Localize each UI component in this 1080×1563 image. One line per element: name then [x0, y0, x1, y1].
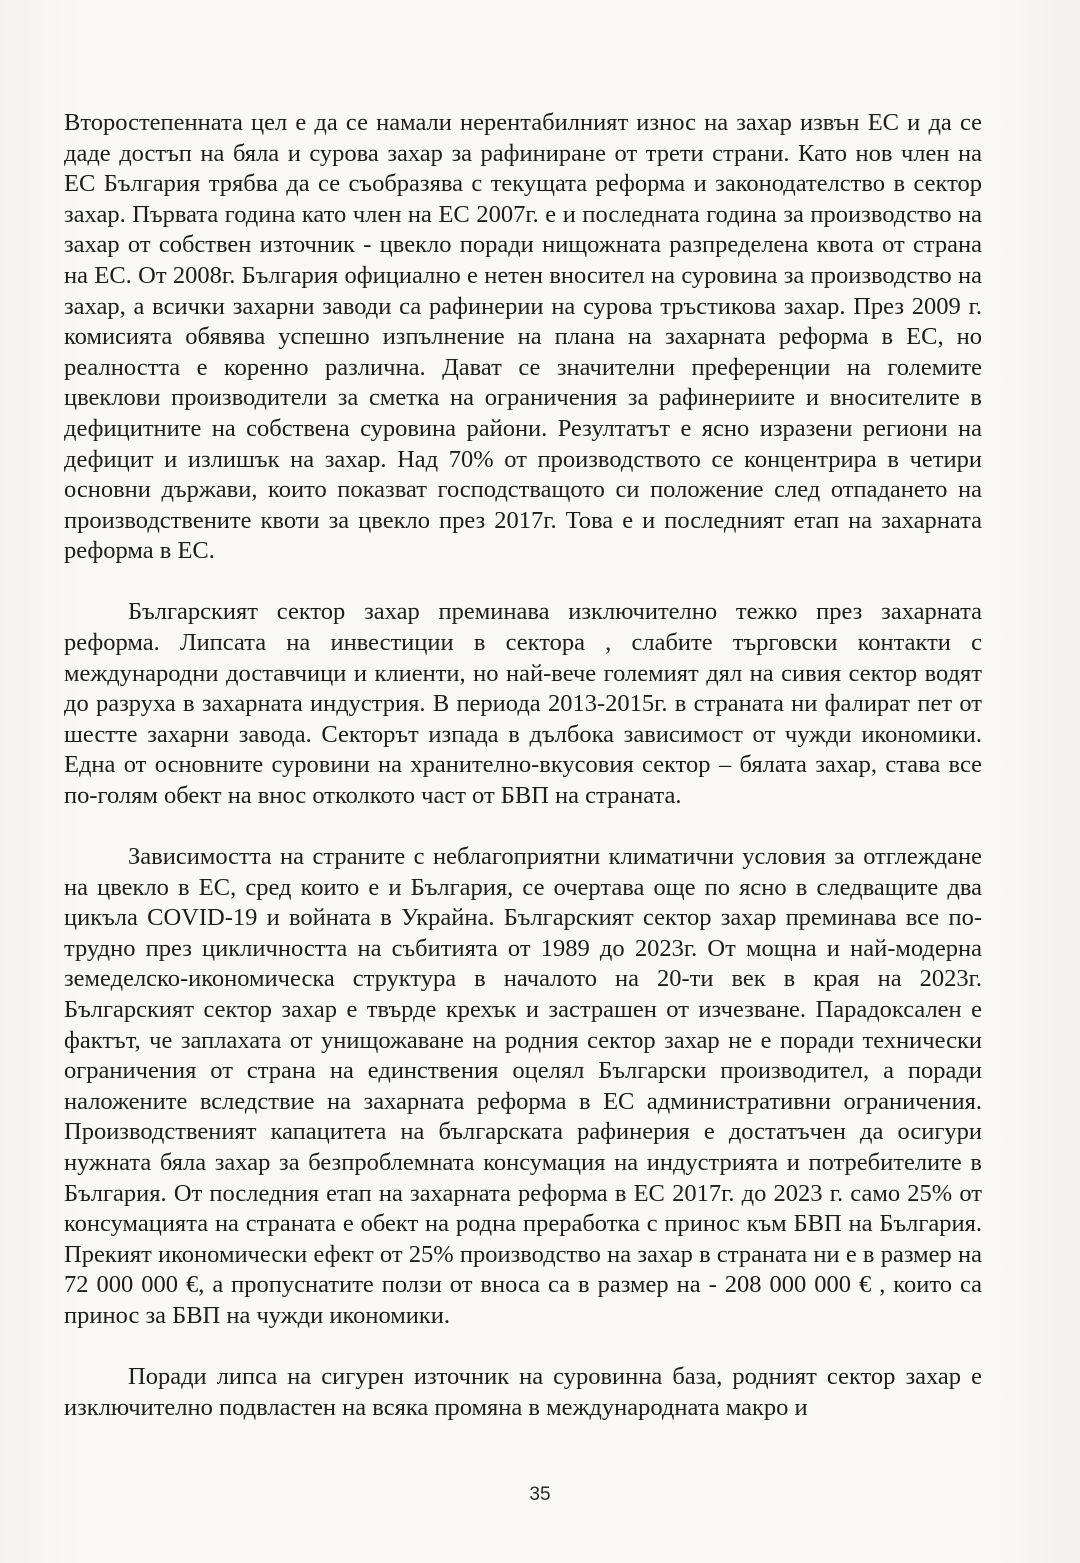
paragraph-spacer: [64, 567, 982, 598]
paragraph-2: Българският сектор захар преминава изключително тежко през захарната реформа. Липсата на инвестиции в сектора , слабите търговски контакти с международни доставчици и клиенти, но най-вече големият дял на сивия сектор водят до разруха в захарната индустрия. В периода 2013-2015г. в страната ни фалират пет от шестте захарни завода. Секторът изпада в дълбока зависимост от чужди икономики. Една от основните суровини на хранително-вкусовия сектор – бялата захар, става все по-голям обект на внос отколкото част от БВП на страната.: [64, 598, 982, 809]
body-text: [64, 108, 982, 1423]
paragraph-spacer: [64, 812, 982, 843]
page-number: 35: [529, 1484, 551, 1505]
paragraph-4: Поради липса на сигурен източник на суровинна база, родният сектор захар е изключително подвластен на всяка промяна в международната макро и: [64, 1363, 982, 1421]
paragraph-spacer: [64, 1332, 982, 1363]
paragraph-1: Второстепенната цел е да се намали нерентабилният износ на захар извън ЕС и да се даде достъп на бяла и сурова захар за рафиниране от трети страни. Като нов член на ЕС България трябва да се съобразява с текущата реформа и законодателство в сектор захар. Първата година като член на ЕС 2007г. е и последната година за производство на захар от собствен източник - цвекло поради нищожната разпределена квота от страна на ЕС. От 2008г. България официално е нетен вносител на суровина за производство на захар, а всички захарни заводи са рафинерии на сурова тръстикова захар. През 2009 г. комисията обявява успешно изпълнение на плана на захарната реформа в ЕС, но реалността е коренно различна. Дават се значителни преференции на големите цвеклови производители за сметка на ограничения за рафинериите и вносителите в дефицитните на собствена суровина райони. Резултатът е ясно изразени региони на дефицит и излишък на захар. Над 70% от производството се концентрира в четири основни държави, които показват господстващото си положение след отпадането на производствените квоти за цвекло през 2017г. Това е и последният етап на захарната реформа в ЕС.: [64, 109, 982, 565]
paragraph-3: Зависимостта на страните с неблагоприятни климатични условия за отглеждане на цвекло в ЕС, сред които е и България, се очертава още по ясно в следващите два цикъла COVID-19 и войната в Украйна. Българският сектор захар преминава все по-трудно през цикличността на събитията от 1989 до 2023г. От мощна и най-модерна земеделско-икономическа структура в началото на 20-ти век в края на 2023г. Българският сектор захар е твърде крехък и застрашен от изчезване. Парадоксален е фактът, че заплахата от унищожаване на родния сектор захар не е поради технически ограничения от страна на единствения оцелял Български производител, а поради наложените вследствие на захарната реформа в ЕС административни ограничения. Производственият капацитета на българската рафинерия е достатъчен да осигури нужната бяла захар за безпроблемната консумация на индустрията и потребителите в България. От последния етап на захарната реформа в ЕС 2017г. до 2023 г. само 25% от консумацията на страната е обект на родна преработка с принос към БВП на България. Прекият икономически ефект от 25% производство на захар в страната ни е в размер на 72 000 000 €, а пропуснатите ползи от вноса са в размер на - 208 000 000 € , които са принос за БВП на чужди икономики.: [64, 843, 982, 1329]
